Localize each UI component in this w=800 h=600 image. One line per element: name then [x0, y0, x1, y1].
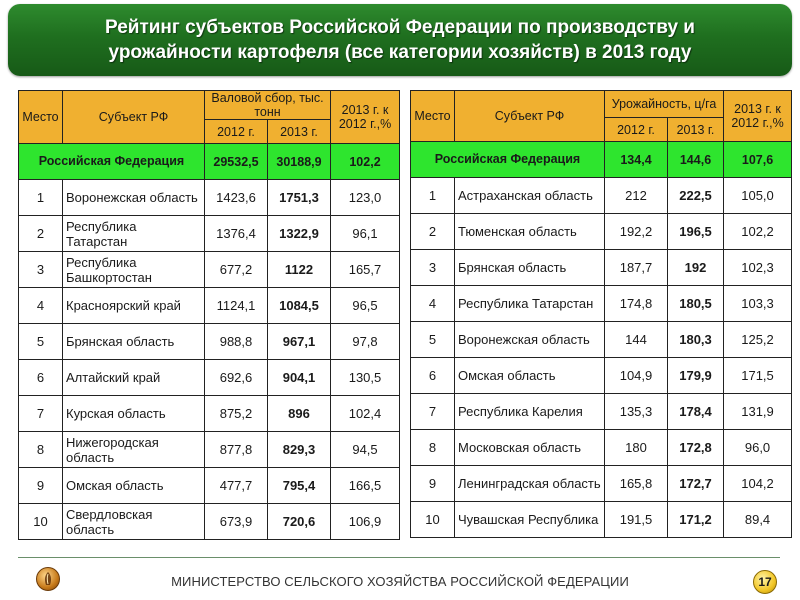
- subject-cell: Тюменская область: [455, 214, 605, 250]
- header-metric: Урожайность, ц/га: [605, 91, 724, 118]
- pct-cell: 123,0: [331, 180, 400, 216]
- subject-cell: Брянская область: [63, 324, 205, 360]
- pct-cell: 171,5: [724, 358, 792, 394]
- pct-cell: 89,4: [724, 502, 792, 538]
- total-2013: 144,6: [668, 142, 724, 178]
- pct-cell: 102,2: [724, 214, 792, 250]
- value-2012-cell: 1376,4: [205, 216, 268, 252]
- value-2013-cell: 795,4: [268, 468, 331, 504]
- ministry-name: МИНИСТЕРСТВО СЕЛЬСКОГО ХОЗЯЙСТВА РОССИЙСКОЙ ФЕДЕРАЦИИ: [171, 574, 629, 589]
- value-2013-cell: 180,5: [668, 286, 724, 322]
- rank-cell: 1: [19, 180, 63, 216]
- header-subject: Субъект РФ: [63, 91, 205, 144]
- rank-cell: 2: [411, 214, 455, 250]
- value-2012-cell: 174,8: [605, 286, 668, 322]
- pct-cell: 102,3: [724, 250, 792, 286]
- value-2013-cell: 829,3: [268, 432, 331, 468]
- header-rank: Место: [411, 91, 455, 142]
- value-2013-cell: 720,6: [268, 504, 331, 540]
- value-2012-cell: 877,8: [205, 432, 268, 468]
- subject-cell: Республика Башкортостан: [63, 252, 205, 288]
- value-2012-cell: 1124,1: [205, 288, 268, 324]
- table-row: [411, 502, 792, 538]
- rank-cell: 10: [19, 504, 63, 540]
- value-2012-cell: 165,8: [605, 466, 668, 502]
- table-row: [19, 468, 400, 504]
- header-rank: Место: [19, 91, 63, 144]
- rank-cell: 4: [19, 288, 63, 324]
- subject-cell: Курская область: [63, 396, 205, 432]
- value-2013-cell: 1322,9: [268, 216, 331, 252]
- header-pct: 2013 г. к 2012 г.,%: [331, 91, 400, 144]
- header-year-2013: 2013 г.: [268, 120, 331, 144]
- total-2012: 29532,5: [205, 144, 268, 180]
- pct-cell: 94,5: [331, 432, 400, 468]
- pct-cell: 96,5: [331, 288, 400, 324]
- subject-cell: Нижегородская область: [63, 432, 205, 468]
- pct-cell: 102,4: [331, 396, 400, 432]
- rank-cell: 6: [19, 360, 63, 396]
- title-line-1: Рейтинг субъектов Российской Федерации по производству и: [105, 17, 695, 38]
- pct-cell: 105,0: [724, 178, 792, 214]
- value-2013-cell: 179,9: [668, 358, 724, 394]
- subject-cell: Красноярский край: [63, 288, 205, 324]
- total-subject: Российская Федерация: [411, 142, 605, 178]
- header-pct: 2013 г. к 2012 г.,%: [724, 91, 792, 142]
- table-row: [19, 180, 400, 216]
- value-2012-cell: 144: [605, 322, 668, 358]
- title-line-2: урожайности картофеля (все категории хозяйств) в 2013 году: [108, 42, 692, 63]
- rank-cell: 7: [411, 394, 455, 430]
- value-2013-cell: 896: [268, 396, 331, 432]
- table-row: [411, 286, 792, 322]
- table-row: [411, 394, 792, 430]
- total-2012: 134,4: [605, 142, 668, 178]
- pct-cell: 97,8: [331, 324, 400, 360]
- subject-cell: Ленинградская область: [455, 466, 605, 502]
- subject-cell: Астраханская область: [455, 178, 605, 214]
- table-row: [411, 322, 792, 358]
- value-2012-cell: 477,7: [205, 468, 268, 504]
- production-ranking-table: [18, 90, 400, 540]
- pct-cell: 103,3: [724, 286, 792, 322]
- subject-cell: Республика Татарстан: [63, 216, 205, 252]
- subject-cell: Омская область: [63, 468, 205, 504]
- value-2012-cell: 104,9: [605, 358, 668, 394]
- value-2012-cell: 191,5: [605, 502, 668, 538]
- table-row: [411, 214, 792, 250]
- rank-cell: 10: [411, 502, 455, 538]
- value-2012-cell: 875,2: [205, 396, 268, 432]
- subject-cell: Воронежская область: [63, 180, 205, 216]
- pct-cell: 166,5: [331, 468, 400, 504]
- value-2012-cell: 692,6: [205, 360, 268, 396]
- pct-cell: 130,5: [331, 360, 400, 396]
- subject-cell: Брянская область: [455, 250, 605, 286]
- table-row: [411, 178, 792, 214]
- rank-cell: 5: [411, 322, 455, 358]
- table-row: [19, 504, 400, 540]
- pct-cell: 104,2: [724, 466, 792, 502]
- rank-cell: 9: [411, 466, 455, 502]
- value-2013-cell: 172,7: [668, 466, 724, 502]
- value-2012-cell: 1423,6: [205, 180, 268, 216]
- subject-cell: Чувашская Республика: [455, 502, 605, 538]
- total-2013: 30188,9: [268, 144, 331, 180]
- value-2013-cell: 1751,3: [268, 180, 331, 216]
- table-row: [411, 430, 792, 466]
- table-row: [19, 288, 400, 324]
- value-2012-cell: 135,3: [605, 394, 668, 430]
- pct-cell: 96,0: [724, 430, 792, 466]
- total-subject: Российская Федерация: [19, 144, 205, 180]
- table-row: [411, 466, 792, 502]
- total-pct: 107,6: [724, 142, 792, 178]
- rank-cell: 2: [19, 216, 63, 252]
- rank-cell: 1: [411, 178, 455, 214]
- total-row: [411, 142, 792, 178]
- total-row: [19, 144, 400, 180]
- value-2013-cell: 171,2: [668, 502, 724, 538]
- value-2013-cell: 192: [668, 250, 724, 286]
- rank-cell: 9: [19, 468, 63, 504]
- value-2013-cell: 904,1: [268, 360, 331, 396]
- rank-cell: 6: [411, 358, 455, 394]
- rank-cell: 7: [19, 396, 63, 432]
- value-2013-cell: 1122: [268, 252, 331, 288]
- subject-cell: Республика Карелия: [455, 394, 605, 430]
- title-banner: [8, 4, 792, 76]
- rank-cell: 5: [19, 324, 63, 360]
- header-year-2013: 2013 г.: [668, 118, 724, 142]
- value-2013-cell: 196,5: [668, 214, 724, 250]
- value-2012-cell: 673,9: [205, 504, 268, 540]
- subject-cell: Омская область: [455, 358, 605, 394]
- value-2012-cell: 187,7: [605, 250, 668, 286]
- page-number-badge: 17: [753, 570, 777, 594]
- value-2012-cell: 212: [605, 178, 668, 214]
- subject-cell: Воронежская область: [455, 322, 605, 358]
- rank-cell: 4: [411, 286, 455, 322]
- pct-cell: 131,9: [724, 394, 792, 430]
- rank-cell: 3: [411, 250, 455, 286]
- yield-ranking-table: [410, 90, 792, 538]
- subject-cell: Алтайский край: [63, 360, 205, 396]
- value-2013-cell: 178,4: [668, 394, 724, 430]
- pct-cell: 125,2: [724, 322, 792, 358]
- value-2012-cell: 192,2: [605, 214, 668, 250]
- table-row: [19, 396, 400, 432]
- subject-cell: Московская область: [455, 430, 605, 466]
- rank-cell: 3: [19, 252, 63, 288]
- rank-cell: 8: [19, 432, 63, 468]
- value-2013-cell: 1084,5: [268, 288, 331, 324]
- table-row: [19, 432, 400, 468]
- table-row: [411, 250, 792, 286]
- header-year-2012: 2012 г.: [605, 118, 668, 142]
- table-row: [19, 252, 400, 288]
- subject-cell: Свердловская область: [63, 504, 205, 540]
- table-row: [411, 358, 792, 394]
- pct-cell: 106,9: [331, 504, 400, 540]
- value-2013-cell: 222,5: [668, 178, 724, 214]
- value-2012-cell: 988,8: [205, 324, 268, 360]
- header-subject: Субъект РФ: [455, 91, 605, 142]
- header-metric: Валовой сбор, тыс. тонн: [205, 91, 331, 120]
- table-row: [19, 216, 400, 252]
- pct-cell: 165,7: [331, 252, 400, 288]
- value-2012-cell: 677,2: [205, 252, 268, 288]
- header-year-2012: 2012 г.: [205, 120, 268, 144]
- total-pct: 102,2: [331, 144, 400, 180]
- rank-cell: 8: [411, 430, 455, 466]
- value-2013-cell: 967,1: [268, 324, 331, 360]
- pct-cell: 96,1: [331, 216, 400, 252]
- subject-cell: Республика Татарстан: [455, 286, 605, 322]
- footer-divider: [18, 557, 780, 558]
- table-row: [19, 360, 400, 396]
- table-row: [19, 324, 400, 360]
- value-2013-cell: 180,3: [668, 322, 724, 358]
- value-2012-cell: 180: [605, 430, 668, 466]
- value-2013-cell: 172,8: [668, 430, 724, 466]
